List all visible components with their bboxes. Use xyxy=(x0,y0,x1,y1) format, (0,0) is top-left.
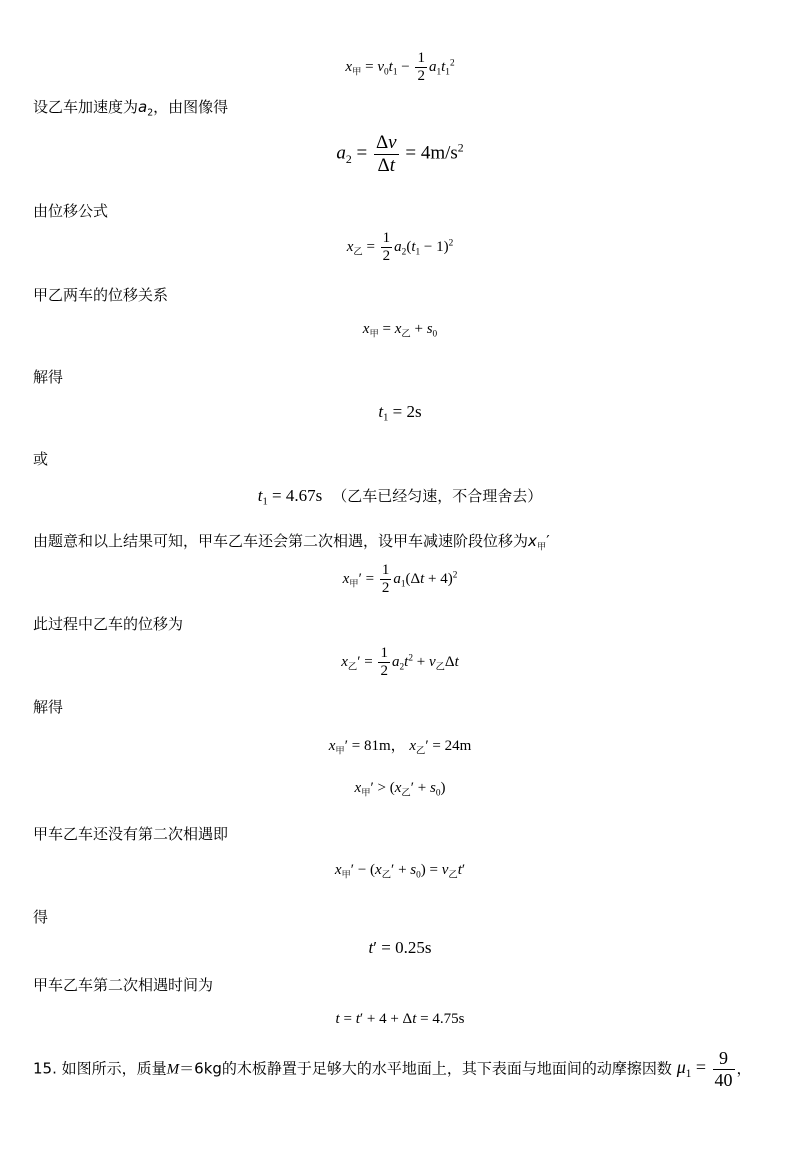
equation-x-jia: $x_甲 = v_0t_1$ − $\frac{1}{2}$ $a_1t_1^2$ xyxy=(345,50,455,85)
text-line-8: 解得 xyxy=(33,698,64,716)
equation-a2: $a_2$ = $\frac{\Delta v}{\Delta t}$ = $4m/s^2$ xyxy=(336,132,464,176)
equation-total-time: t = t′ + 4 + Δt = 4.75s xyxy=(335,1011,465,1027)
text-line-6: 由题意和以上结果可知，甲车乙车还会第二次相遇，设甲车减速阶段位移为$x_甲'$ xyxy=(33,532,550,553)
text-line-7: 此过程中乙车的位移为 xyxy=(33,615,184,633)
equation-displacement-relation: $x_甲 = x_乙 + s_0$ xyxy=(362,321,438,340)
equation-x-jia-prime: $x_甲'$ = $\frac{1}{2}$ $a_1(\Delta t + 4)^2$ xyxy=(342,562,458,597)
text-line-10: 得 xyxy=(33,908,49,926)
equation-inequality: $x_甲' > (x_乙' + s_0)$ xyxy=(354,780,446,799)
text-line-5: 或 xyxy=(33,450,49,468)
equation-t1-alt: $t_1 = 4.67s$ （乙车已经匀速，不合理舍去） xyxy=(257,486,543,508)
text-line-1: 设乙车加速度为$a_2$，由图像得 xyxy=(33,98,229,119)
equation-t-prime: t′ = 0.25s xyxy=(368,938,432,957)
text-line-4: 解得 xyxy=(33,368,64,386)
equation-displacements: $x_甲' = 81m$， $x_乙' = 24m$ xyxy=(328,736,472,757)
equation-t1-solution: $t_1 = 2s$ xyxy=(378,402,422,424)
text-line-3: 甲乙两车的位移关系 xyxy=(33,286,169,304)
problem-15: 15. 如图所示，质量M＝6kg的木板静置于足够大的水平地面上，其下表面与地面间的动摩擦因数 $\mu_1$ = $\frac{9}{40}$ ， xyxy=(33,1048,752,1090)
text-line-2: 由位移公式 xyxy=(33,202,109,220)
text-line-11: 甲车乙车第二次相遇时间为 xyxy=(33,976,214,994)
text-line-9: 甲车乙车还没有第二次相遇即 xyxy=(33,825,229,843)
equation-x-yi-prime: $x_乙'$ = $\frac{1}{2}$ $a_2t^2 + v_乙\Delta t$ xyxy=(341,645,459,680)
equation-x-yi: $x_乙$ = $\frac{1}{2}$ $a_2(t_1 - 1)^2$ xyxy=(346,230,454,265)
equation-catch-up: $x_甲' - (x_乙' + s_0) = v_乙t'$ xyxy=(334,862,466,881)
